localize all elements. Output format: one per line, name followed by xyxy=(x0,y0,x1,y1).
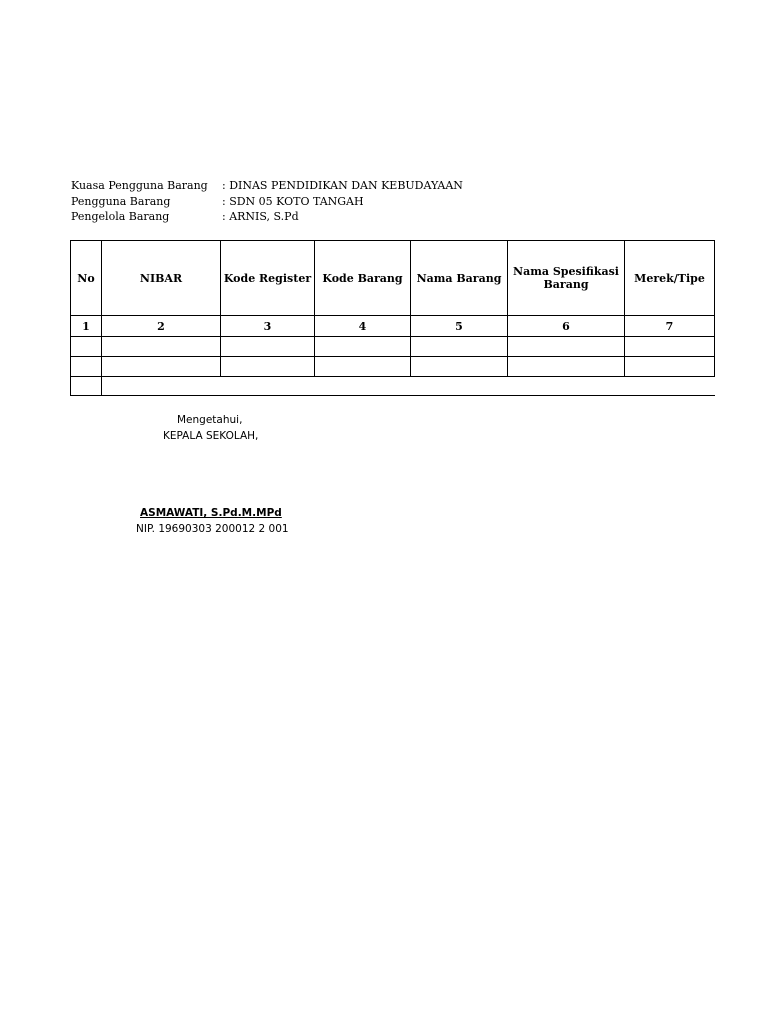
asset-header xyxy=(71,178,463,225)
header-label: Pengguna Barang xyxy=(71,194,171,208)
column-number-row xyxy=(71,316,715,337)
table-cell xyxy=(315,357,411,377)
header-row-kuasa xyxy=(71,178,463,194)
column-header-kode-barang: Kode Barang xyxy=(315,241,411,316)
table-cell xyxy=(625,357,715,377)
table-row xyxy=(71,377,715,396)
column-number: 3 xyxy=(221,316,315,337)
table-cell xyxy=(221,337,315,357)
signer-name: ASMAWATI, S.Pd.M.MPd xyxy=(140,507,282,519)
column-number: 6 xyxy=(508,316,625,337)
signer-nip: NIP. 19690303 200012 2 001 xyxy=(136,523,289,535)
header-row-pengguna xyxy=(71,194,463,210)
asset-table xyxy=(70,240,715,396)
table-cell xyxy=(102,337,221,357)
column-number: 2 xyxy=(102,316,221,337)
header-value: : SDN 05 KOTO TANGAH xyxy=(222,194,364,208)
table-cell xyxy=(102,357,221,377)
table-merged-cell xyxy=(102,377,715,396)
column-header-nama-spesifikasi: Nama Spesifikasi Barang xyxy=(508,241,625,316)
column-number: 4 xyxy=(315,316,411,337)
acknowledged-label: Mengetahui, xyxy=(177,414,243,426)
table-cell xyxy=(221,357,315,377)
table-cell xyxy=(71,357,102,377)
column-number: 1 xyxy=(71,316,102,337)
table-cell xyxy=(71,377,102,396)
column-number: 5 xyxy=(411,316,508,337)
table-cell xyxy=(71,337,102,357)
header-value: : DINAS PENDIDIKAN DAN KEBUDAYAAN xyxy=(222,179,463,192)
table-header-row xyxy=(71,241,715,316)
column-number: 7 xyxy=(625,316,715,337)
signer-role: KEPALA SEKOLAH, xyxy=(163,430,259,442)
table-row xyxy=(71,357,715,377)
column-header-merek-tipe: Merek/Tipe xyxy=(625,241,715,316)
header-row-pengelola xyxy=(71,209,463,225)
table-cell xyxy=(411,337,508,357)
column-header-nibar: NIBAR xyxy=(102,241,221,316)
column-header-nama-barang: Nama Barang xyxy=(411,241,508,316)
column-header-no: No xyxy=(71,241,102,316)
table-cell xyxy=(315,337,411,357)
table-cell xyxy=(508,337,625,357)
header-label: Pengelola Barang xyxy=(71,210,170,223)
table-cell xyxy=(625,337,715,357)
column-header-kode-register: Kode Register xyxy=(221,241,315,316)
header-value: : ARNIS, S.Pd xyxy=(222,210,299,223)
table-cell xyxy=(411,357,508,377)
table-row xyxy=(71,337,715,357)
table-cell xyxy=(508,357,625,377)
header-label: Kuasa Pengguna Barang xyxy=(71,179,208,192)
